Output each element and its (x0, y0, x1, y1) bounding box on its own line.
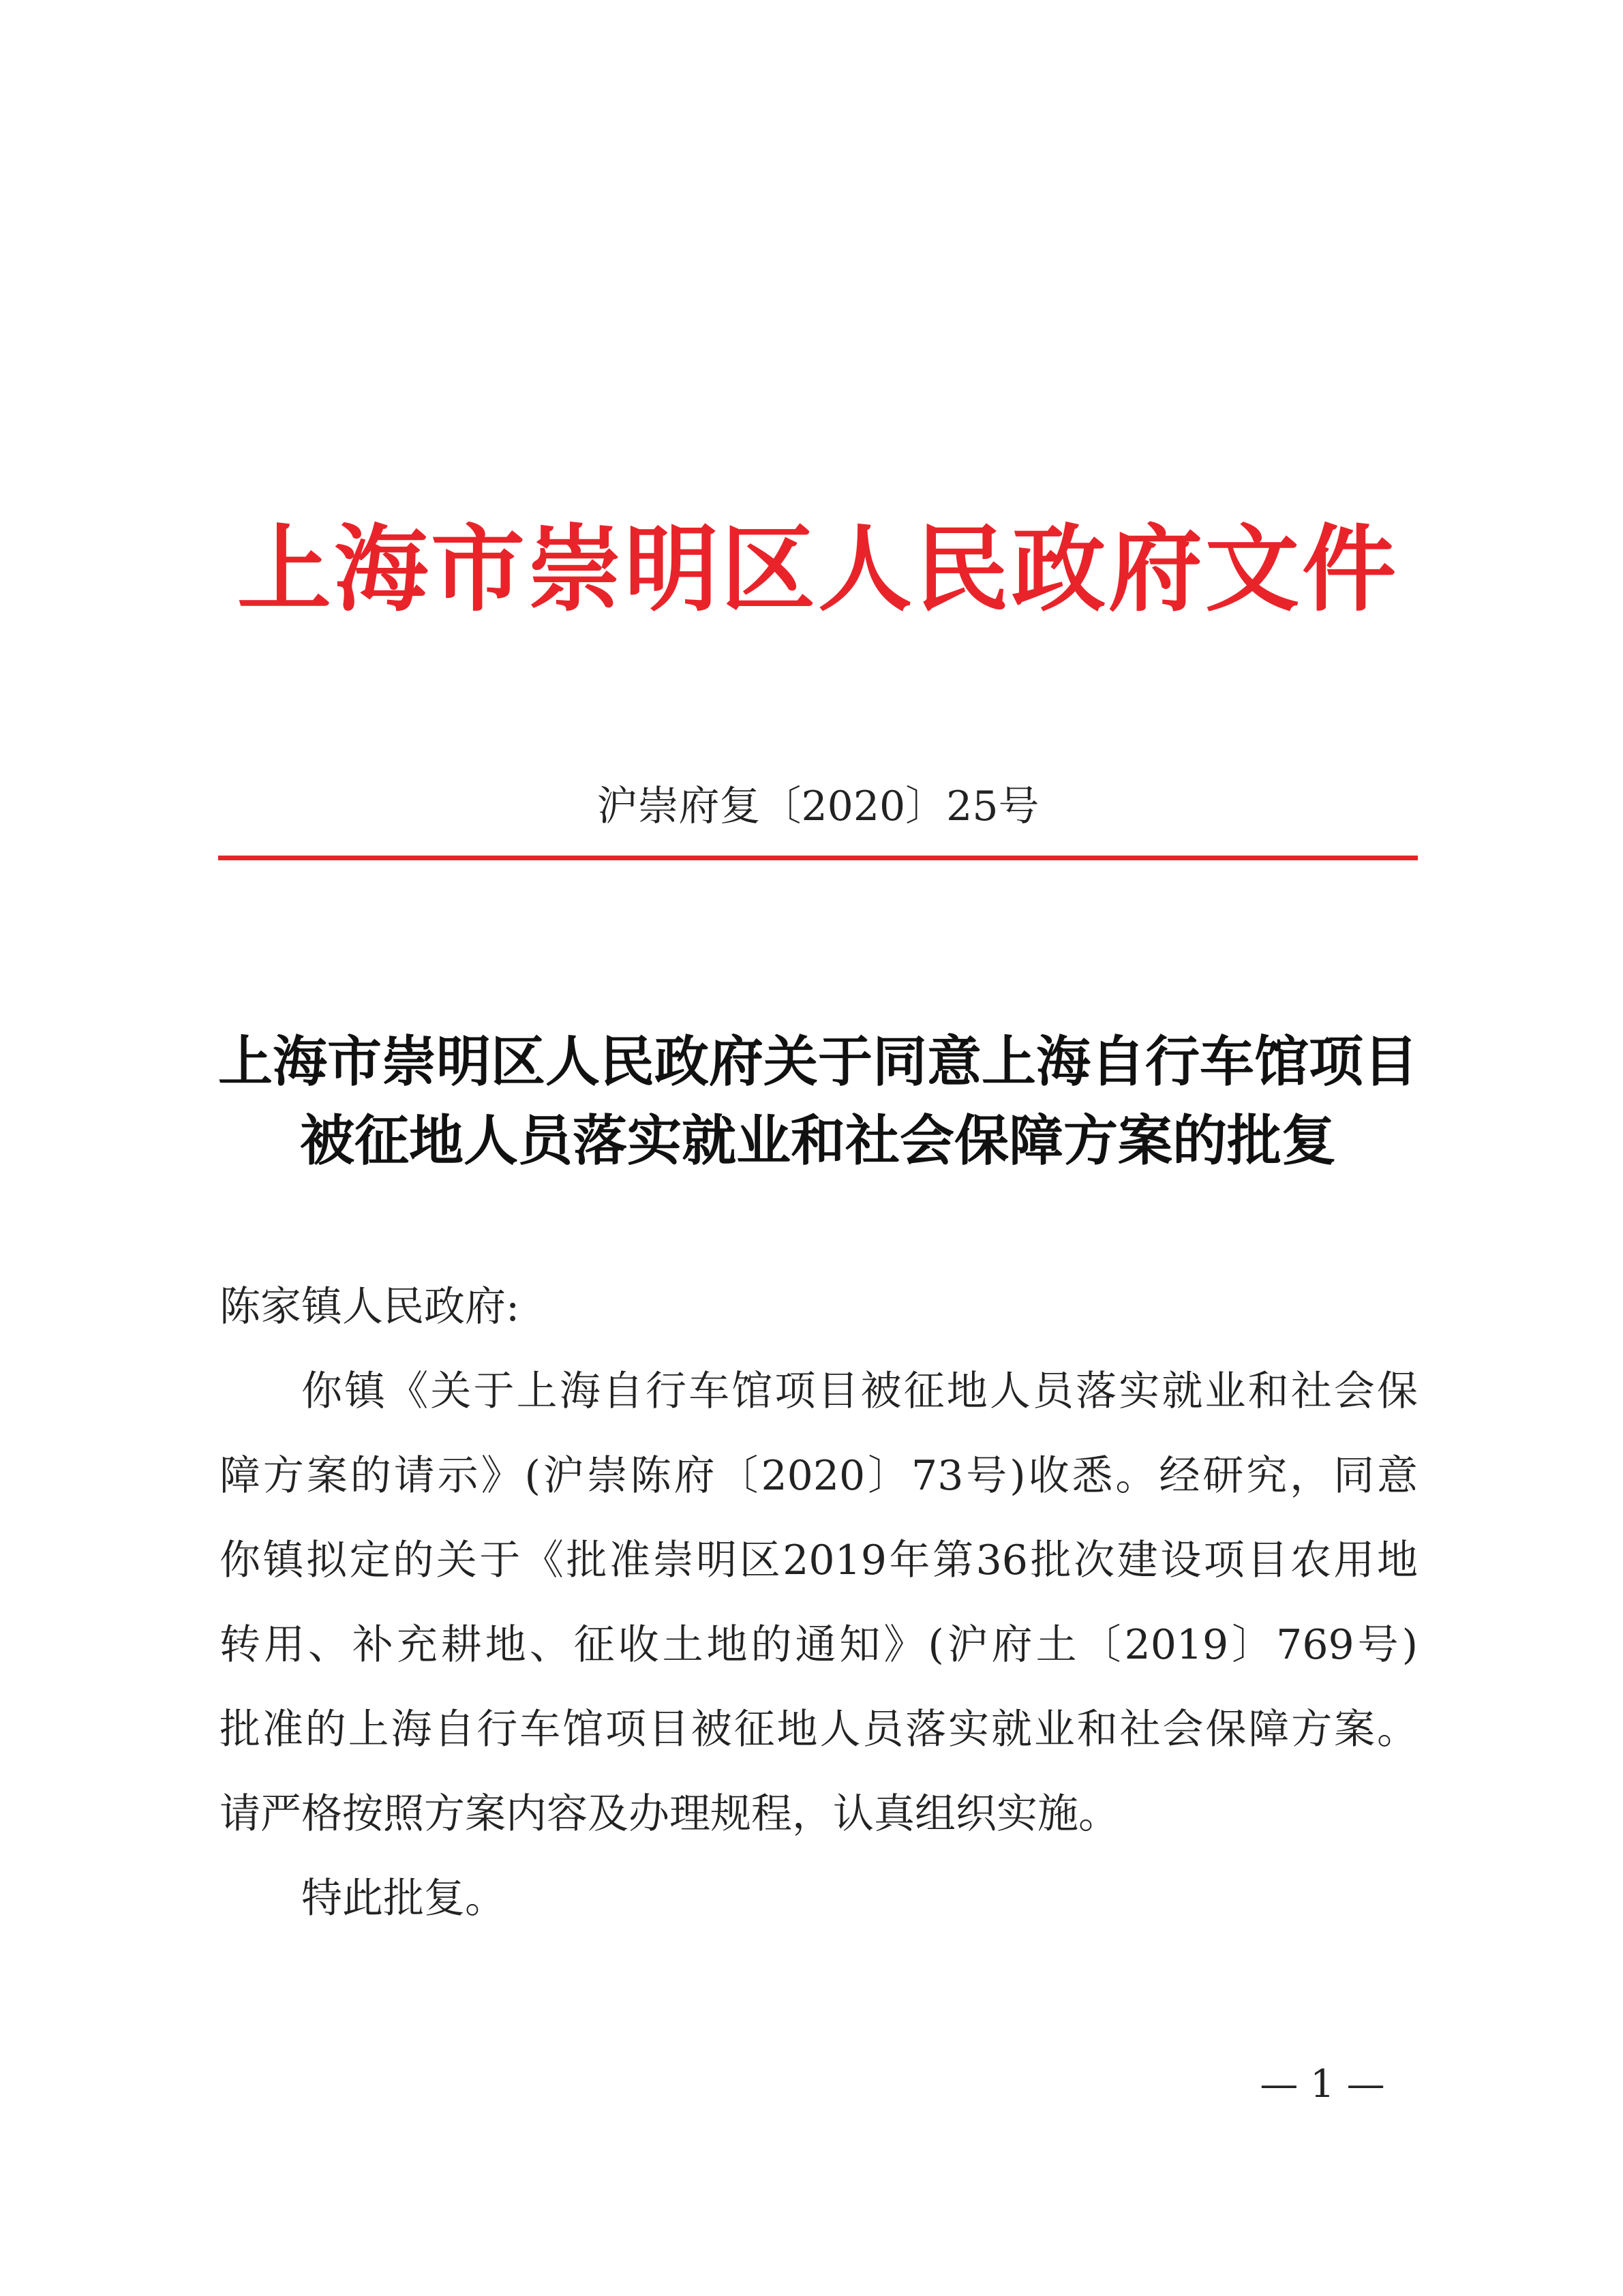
body-line-2: 障方案的请示》(沪崇陈府〔2020〕73号)收悉。经研究，同意 (219, 1452, 1418, 1500)
title-line-2: 被征地人员落实就业和社会保障方案的批复 (300, 1109, 1336, 1173)
document-title (204, 1023, 1431, 1181)
body-line-4: 转用、补充耕地、征收土地的通知》(沪府土〔2019〕769号) (219, 1621, 1418, 1669)
body-line-6: 请严格按照方案内容及办理规程，认真组织实施。 (219, 1790, 1119, 1838)
document-number: 沪崇府复〔2020〕25号 (596, 783, 1040, 830)
title-line-1: 上海市崇明区人民政府关于同意上海自行车馆项目 (218, 1030, 1418, 1093)
document-body (219, 1265, 1418, 1941)
body-line-3: 你镇拟定的关于《批准崇明区2019年第36批次建设项目农用地 (219, 1537, 1418, 1584)
masthead-title: 上海市崇明区人民政府文件 (237, 513, 1399, 624)
addressee: 陈家镇人民政府: (219, 1283, 520, 1331)
page-number: — 1 — (1260, 2062, 1385, 2106)
closing-text: 特此批复。 (301, 1875, 506, 1922)
body-line-5: 批准的上海自行车馆项目被征地人员落实就业和社会保障方案。 (219, 1706, 1418, 1753)
body-line-1: 你镇《关于上海自行车馆项目被征地人员落实就业和社会保 (301, 1368, 1418, 1415)
red-divider-line (218, 856, 1418, 860)
